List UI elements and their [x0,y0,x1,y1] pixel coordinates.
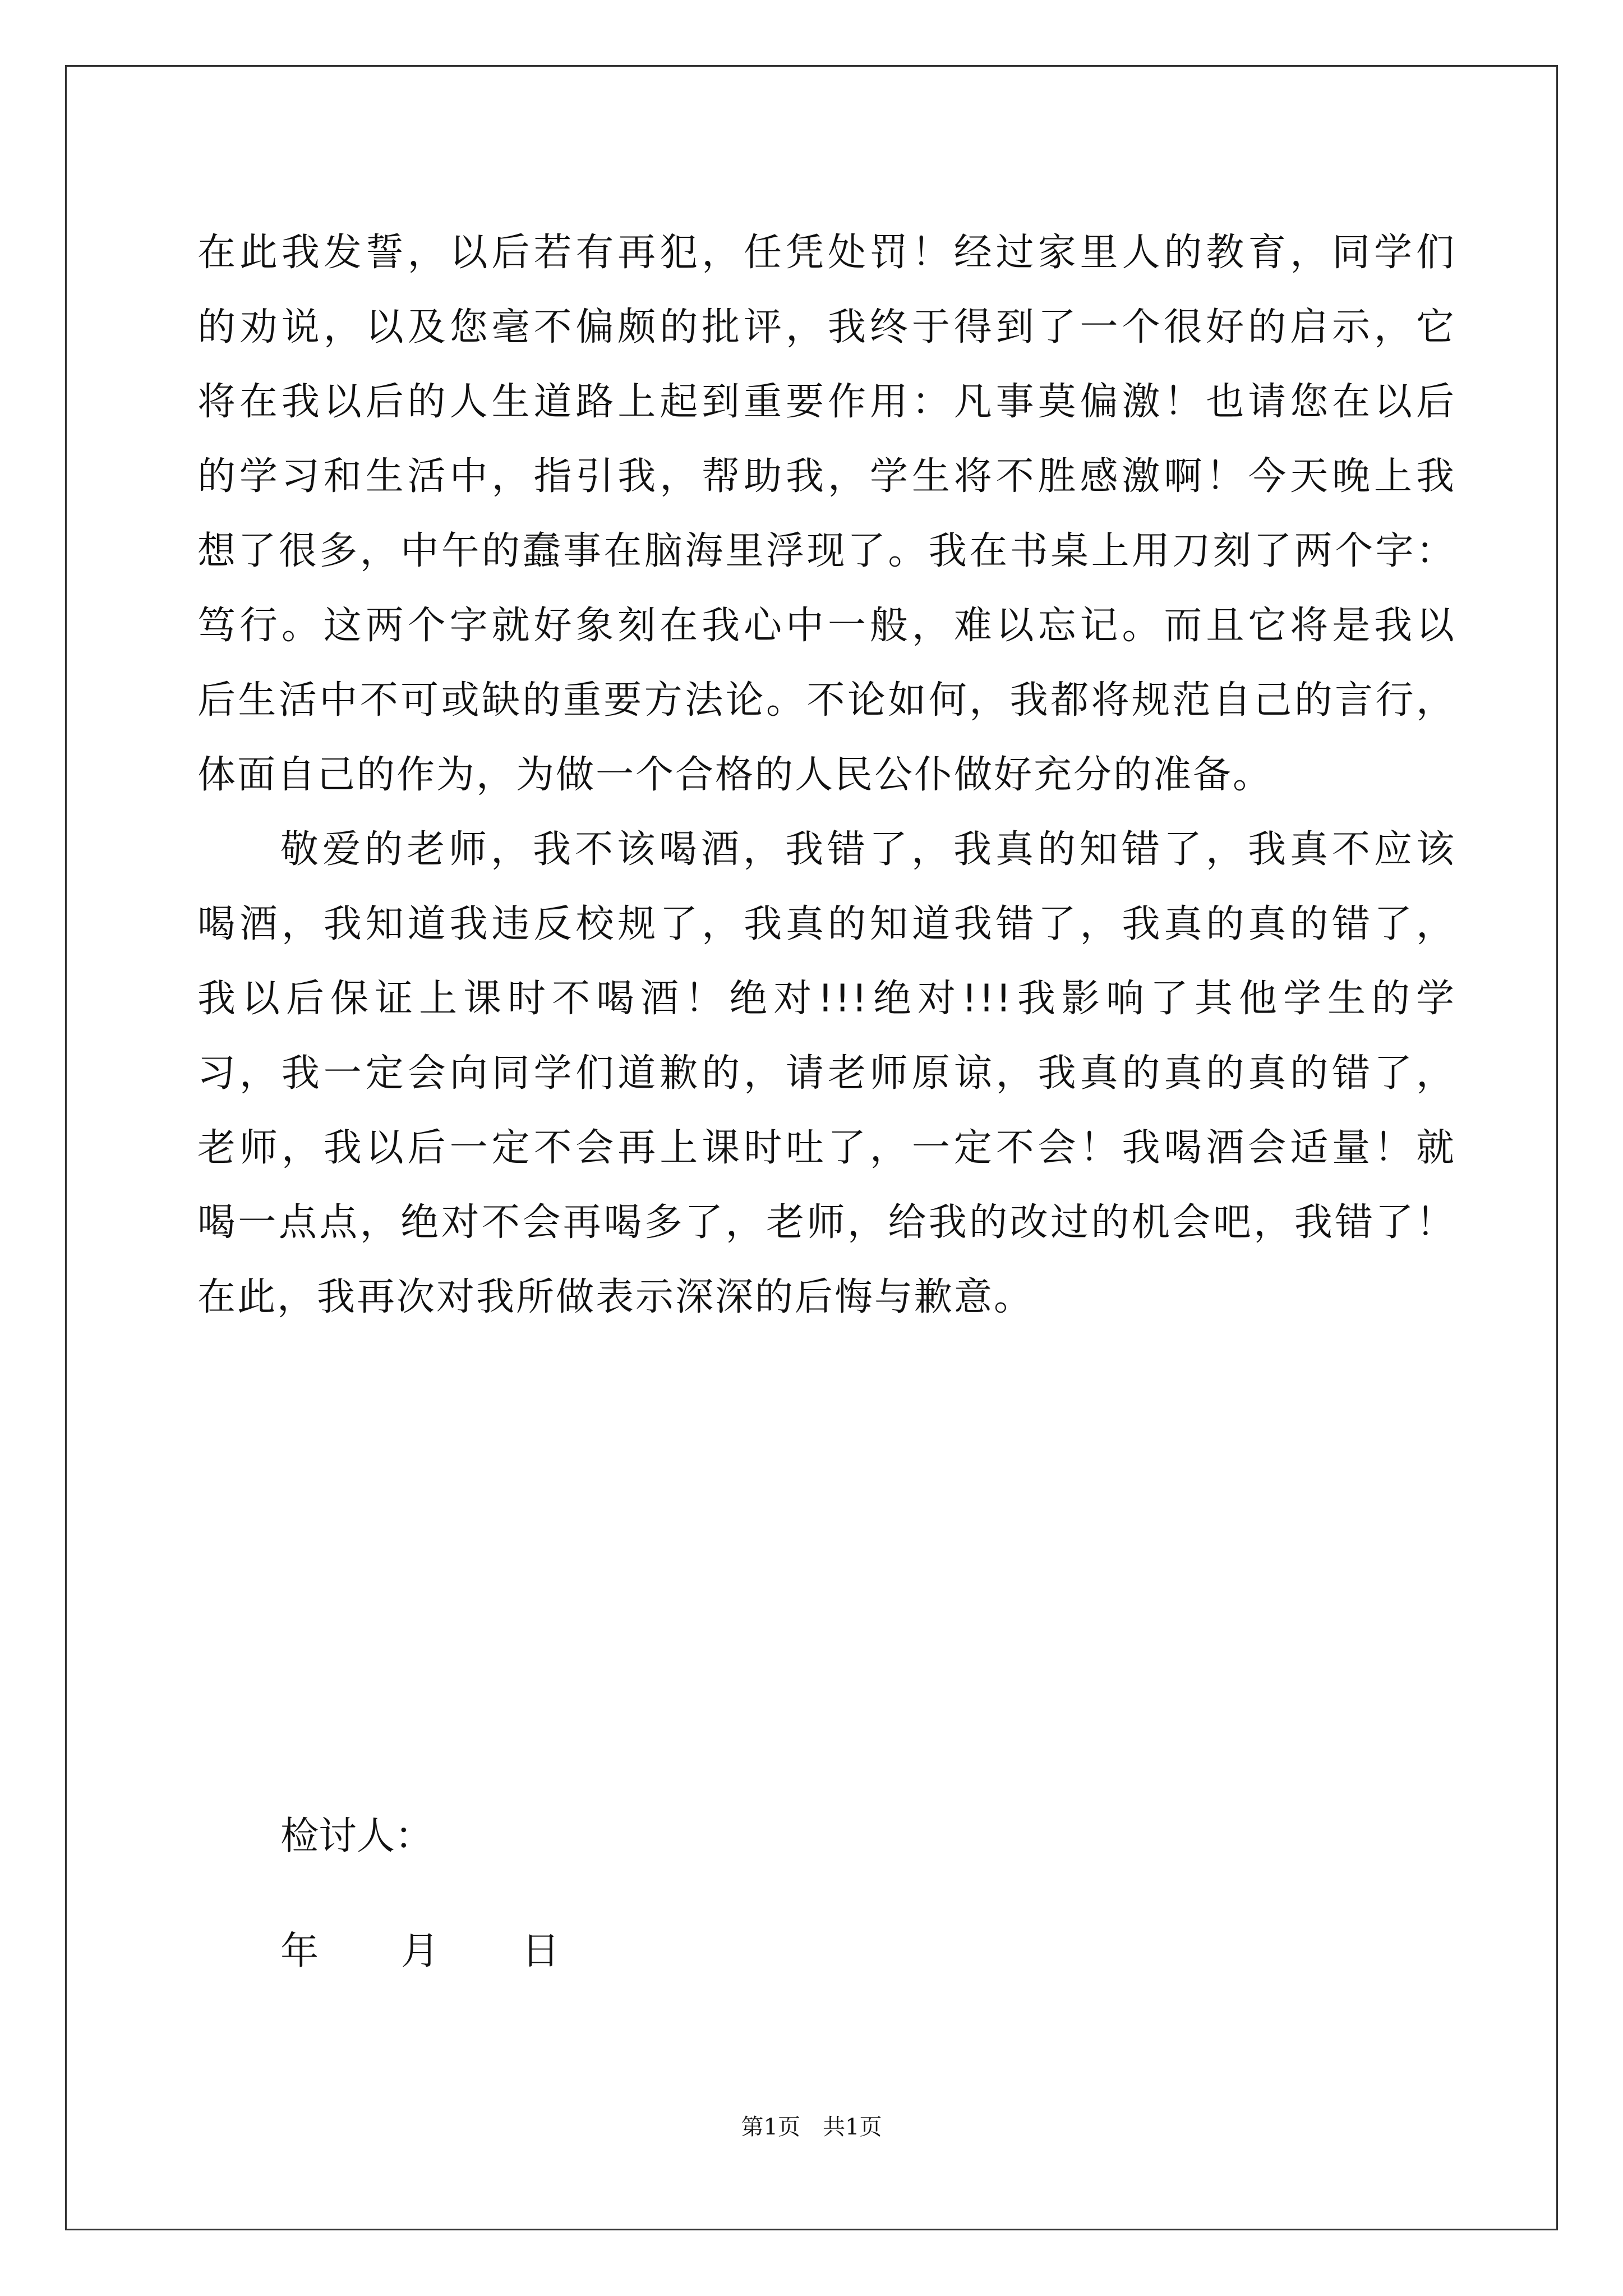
paragraph-2 [197,812,1456,1335]
text-line: 喝一点点，绝对不会再喝多了，老师，给我的改过的机会吧，我错了！ [197,1200,1456,1245]
text-line: 笃行。这两个字就好象刻在我心中一般，难以忘记。而且它将是我以 [197,604,1456,648]
text-line: 老师，我以后一定不会再上课时吐了，一定不会！我喝酒会适量！就 [197,1126,1456,1170]
text-line: 在此我发誓，以后若有再犯，任凭处罚！经过家里人的教育，同学们 [197,231,1456,275]
page-footer: 第1页 共1页 [741,2114,882,2140]
date-month: 月 [401,1929,440,1973]
text-line: 在此，我再次对我所做表示深深的后悔与歉意。 [197,1275,1034,1319]
text-line: 喝酒，我知道我违反校规了，我真的知道我错了，我真的真的错了， [197,902,1456,946]
body-text [197,215,1456,1335]
text-line: 我以后保证上课时不喝酒！绝对!!!绝对!!!我影响了其他学生的学 [197,977,1456,1021]
paragraph-1 [197,215,1456,812]
text-line: 体面自己的作为，为做一个合格的人民公仆做好充分的准备。 [197,753,1273,797]
date-year: 年 [280,1929,319,1973]
text-line: 的劝说，以及您毫不偏颇的批评，我终于得到了一个很好的启示，它 [197,305,1456,349]
text-line: 想了很多，中午的蠢事在脑海里浮现了。我在书桌上用刀刻了两个字： [197,529,1456,573]
date-day: 日 [522,1929,560,1973]
text-line: 敬爱的老师，我不该喝酒，我错了，我真的知错了，我真不应该 [280,827,1456,872]
text-line: 的学习和生活中，指引我，帮助我，学生将不胜感激啊！今天晚上我 [197,454,1456,499]
text-line: 后生活中不可或缺的重要方法论。不论如何，我都将规范自己的言行， [197,678,1456,723]
text-line: 习，我一定会向同学们道歉的，请老师原谅，我真的真的真的错了， [197,1051,1456,1096]
date-line [280,1929,560,1973]
signature-label: 检讨人： [280,1814,434,1858]
text-line: 将在我以后的人生道路上起到重要作用：凡事莫偏激！也请您在以后 [197,380,1456,424]
